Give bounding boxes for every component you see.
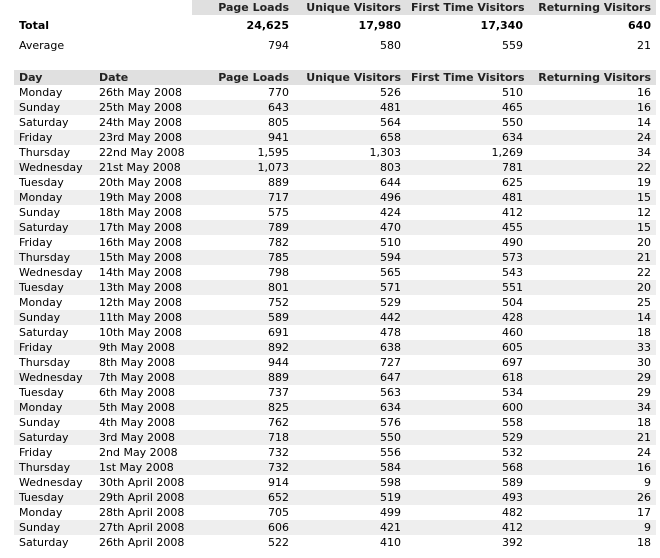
cell-returning-visitors: 29	[528, 370, 656, 385]
summary-table	[14, 0, 656, 55]
cell-returning-visitors: 22	[528, 265, 656, 280]
table-row	[14, 415, 656, 430]
cell-date: 2nd May 2008	[94, 445, 192, 460]
cell-day: Tuesday	[14, 280, 94, 295]
cell-date: 23rd May 2008	[94, 130, 192, 145]
cell-returning-visitors: 20	[528, 280, 656, 295]
cell-page-loads: 782	[192, 235, 294, 250]
cell-returning-visitors: 18	[528, 415, 656, 430]
cell-returning-visitors: 14	[528, 115, 656, 130]
table-row	[14, 190, 656, 205]
cell-unique-visitors: 499	[294, 505, 406, 520]
cell-returning-visitors: 34	[528, 145, 656, 160]
cell-day: Thursday	[14, 355, 94, 370]
cell-page-loads: 1,073	[192, 160, 294, 175]
cell-first-time-visitors: 455	[406, 220, 528, 235]
summary-header-returning-visitors: Returning Visitors	[528, 0, 656, 15]
cell-unique-visitors: 727	[294, 355, 406, 370]
cell-date: 17th May 2008	[94, 220, 192, 235]
cell-first-time-visitors: 600	[406, 400, 528, 415]
average-page-loads: 794	[268, 39, 289, 52]
cell-first-time-visitors: 573	[406, 250, 528, 265]
cell-returning-visitors: 16	[528, 85, 656, 100]
table-row	[14, 460, 656, 475]
cell-day: Friday	[14, 235, 94, 250]
cell-day: Sunday	[14, 100, 94, 115]
cell-day: Saturday	[14, 220, 94, 235]
cell-date: 5th May 2008	[94, 400, 192, 415]
cell-returning-visitors: 21	[528, 430, 656, 445]
summary-header-page-loads: Page Loads	[192, 0, 294, 15]
average-label: Average	[19, 39, 65, 52]
cell-first-time-visitors: 428	[406, 310, 528, 325]
cell-page-loads: 691	[192, 325, 294, 340]
cell-page-loads: 801	[192, 280, 294, 295]
cell-returning-visitors: 12	[528, 205, 656, 220]
cell-unique-visitors: 658	[294, 130, 406, 145]
cell-day: Monday	[14, 85, 94, 100]
cell-returning-visitors: 18	[528, 535, 656, 550]
cell-day: Wednesday	[14, 265, 94, 280]
table-row	[14, 295, 656, 310]
table-row	[14, 445, 656, 460]
cell-first-time-visitors: 568	[406, 460, 528, 475]
cell-page-loads: 643	[192, 100, 294, 115]
cell-page-loads: 798	[192, 265, 294, 280]
cell-first-time-visitors: 460	[406, 325, 528, 340]
cell-first-time-visitors: 504	[406, 295, 528, 310]
average-returning-visitors: 21	[637, 39, 651, 52]
cell-day: Friday	[14, 340, 94, 355]
cell-date: 27th April 2008	[94, 520, 192, 535]
cell-returning-visitors: 24	[528, 130, 656, 145]
header-first-time-visitors: First Time Visitors	[406, 70, 528, 85]
cell-page-loads: 1,595	[192, 145, 294, 160]
cell-date: 6th May 2008	[94, 385, 192, 400]
cell-first-time-visitors: 605	[406, 340, 528, 355]
cell-unique-visitors: 594	[294, 250, 406, 265]
table-row	[14, 205, 656, 220]
cell-unique-visitors: 634	[294, 400, 406, 415]
cell-unique-visitors: 576	[294, 415, 406, 430]
cell-date: 26th April 2008	[94, 535, 192, 550]
header-returning-visitors: Returning Visitors	[528, 70, 656, 85]
cell-date: 8th May 2008	[94, 355, 192, 370]
cell-date: 16th May 2008	[94, 235, 192, 250]
cell-returning-visitors: 16	[528, 460, 656, 475]
cell-date: 12th May 2008	[94, 295, 192, 310]
average-unique-visitors: 580	[380, 39, 401, 52]
total-returning-visitors: 640	[628, 19, 651, 32]
cell-day: Friday	[14, 130, 94, 145]
cell-returning-visitors: 20	[528, 235, 656, 250]
cell-returning-visitors: 30	[528, 355, 656, 370]
cell-page-loads: 914	[192, 475, 294, 490]
cell-returning-visitors: 24	[528, 445, 656, 460]
cell-returning-visitors: 15	[528, 220, 656, 235]
table-row	[14, 145, 656, 160]
cell-first-time-visitors: 529	[406, 430, 528, 445]
header-page-loads: Page Loads	[192, 70, 294, 85]
cell-page-loads: 889	[192, 175, 294, 190]
cell-returning-visitors: 29	[528, 385, 656, 400]
cell-unique-visitors: 519	[294, 490, 406, 505]
cell-date: 18th May 2008	[94, 205, 192, 220]
cell-page-loads: 575	[192, 205, 294, 220]
cell-unique-visitors: 803	[294, 160, 406, 175]
cell-day: Thursday	[14, 250, 94, 265]
cell-date: 20th May 2008	[94, 175, 192, 190]
total-unique-visitors: 17,980	[358, 19, 401, 32]
cell-unique-visitors: 510	[294, 235, 406, 250]
cell-day: Sunday	[14, 310, 94, 325]
cell-unique-visitors: 470	[294, 220, 406, 235]
cell-first-time-visitors: 412	[406, 205, 528, 220]
table-row	[14, 325, 656, 340]
total-first-time-visitors: 17,340	[480, 19, 523, 32]
table-row	[14, 160, 656, 175]
cell-day: Wednesday	[14, 160, 94, 175]
cell-returning-visitors: 25	[528, 295, 656, 310]
cell-returning-visitors: 15	[528, 190, 656, 205]
cell-first-time-visitors: 618	[406, 370, 528, 385]
table-row	[14, 235, 656, 250]
cell-returning-visitors: 16	[528, 100, 656, 115]
cell-date: 29th April 2008	[94, 490, 192, 505]
table-row	[14, 400, 656, 415]
cell-day: Tuesday	[14, 385, 94, 400]
cell-unique-visitors: 1,303	[294, 145, 406, 160]
table-row	[14, 175, 656, 190]
table-row	[14, 265, 656, 280]
cell-page-loads: 718	[192, 430, 294, 445]
cell-date: 21st May 2008	[94, 160, 192, 175]
table-row	[14, 340, 656, 355]
cell-date: 14th May 2008	[94, 265, 192, 280]
cell-day: Wednesday	[14, 370, 94, 385]
cell-page-loads: 737	[192, 385, 294, 400]
cell-day: Saturday	[14, 535, 94, 550]
cell-unique-visitors: 584	[294, 460, 406, 475]
cell-first-time-visitors: 589	[406, 475, 528, 490]
summary-header-first-time-visitors: First Time Visitors	[406, 0, 528, 15]
cell-page-loads: 762	[192, 415, 294, 430]
cell-day: Tuesday	[14, 175, 94, 190]
cell-unique-visitors: 526	[294, 85, 406, 100]
cell-first-time-visitors: 558	[406, 415, 528, 430]
cell-returning-visitors: 9	[528, 520, 656, 535]
cell-unique-visitors: 481	[294, 100, 406, 115]
cell-first-time-visitors: 625	[406, 175, 528, 190]
cell-returning-visitors: 18	[528, 325, 656, 340]
cell-page-loads: 732	[192, 445, 294, 460]
cell-returning-visitors: 34	[528, 400, 656, 415]
cell-page-loads: 717	[192, 190, 294, 205]
cell-date: 9th May 2008	[94, 340, 192, 355]
cell-first-time-visitors: 493	[406, 490, 528, 505]
cell-first-time-visitors: 465	[406, 100, 528, 115]
daily-stats-table	[14, 70, 656, 550]
cell-date: 10th May 2008	[94, 325, 192, 340]
cell-date: 25th May 2008	[94, 100, 192, 115]
cell-day: Tuesday	[14, 490, 94, 505]
cell-first-time-visitors: 697	[406, 355, 528, 370]
cell-day: Monday	[14, 295, 94, 310]
cell-date: 28th April 2008	[94, 505, 192, 520]
cell-date: 1st May 2008	[94, 460, 192, 475]
summary-header-blank	[14, 0, 94, 15]
cell-day: Thursday	[14, 460, 94, 475]
cell-unique-visitors: 563	[294, 385, 406, 400]
cell-unique-visitors: 598	[294, 475, 406, 490]
cell-unique-visitors: 565	[294, 265, 406, 280]
cell-first-time-visitors: 550	[406, 115, 528, 130]
cell-first-time-visitors: 412	[406, 520, 528, 535]
total-label: Total	[19, 19, 50, 32]
cell-day: Monday	[14, 505, 94, 520]
table-row	[14, 490, 656, 505]
summary-header-blank	[94, 0, 192, 15]
cell-page-loads: 732	[192, 460, 294, 475]
cell-first-time-visitors: 532	[406, 445, 528, 460]
cell-first-time-visitors: 534	[406, 385, 528, 400]
cell-day: Thursday	[14, 145, 94, 160]
cell-day: Friday	[14, 445, 94, 460]
table-row	[14, 520, 656, 535]
table-row	[14, 430, 656, 445]
cell-date: 3rd May 2008	[94, 430, 192, 445]
cell-page-loads: 752	[192, 295, 294, 310]
cell-unique-visitors: 638	[294, 340, 406, 355]
cell-returning-visitors: 19	[528, 175, 656, 190]
cell-returning-visitors: 14	[528, 310, 656, 325]
summary-header-unique-visitors: Unique Visitors	[294, 0, 406, 15]
cell-first-time-visitors: 634	[406, 130, 528, 145]
header-day: Day	[14, 70, 94, 85]
cell-date: 13th May 2008	[94, 280, 192, 295]
table-row	[14, 355, 656, 370]
header-date: Date	[94, 70, 192, 85]
cell-page-loads: 789	[192, 220, 294, 235]
cell-unique-visitors: 529	[294, 295, 406, 310]
table-row	[14, 250, 656, 265]
cell-unique-visitors: 571	[294, 280, 406, 295]
average-first-time-visitors: 559	[502, 39, 523, 52]
cell-page-loads: 589	[192, 310, 294, 325]
cell-unique-visitors: 550	[294, 430, 406, 445]
cell-unique-visitors: 647	[294, 370, 406, 385]
cell-day: Monday	[14, 190, 94, 205]
cell-day: Wednesday	[14, 475, 94, 490]
cell-unique-visitors: 556	[294, 445, 406, 460]
cell-returning-visitors: 17	[528, 505, 656, 520]
cell-page-loads: 770	[192, 85, 294, 100]
cell-page-loads: 652	[192, 490, 294, 505]
cell-date: 26th May 2008	[94, 85, 192, 100]
cell-page-loads: 941	[192, 130, 294, 145]
cell-first-time-visitors: 1,269	[406, 145, 528, 160]
cell-first-time-visitors: 482	[406, 505, 528, 520]
cell-day: Sunday	[14, 415, 94, 430]
total-page-loads: 24,625	[246, 19, 289, 32]
cell-returning-visitors: 9	[528, 475, 656, 490]
cell-first-time-visitors: 781	[406, 160, 528, 175]
cell-date: 7th May 2008	[94, 370, 192, 385]
cell-first-time-visitors: 543	[406, 265, 528, 280]
cell-unique-visitors: 442	[294, 310, 406, 325]
cell-unique-visitors: 644	[294, 175, 406, 190]
cell-day: Sunday	[14, 520, 94, 535]
table-row	[14, 310, 656, 325]
table-row	[14, 130, 656, 145]
cell-unique-visitors: 478	[294, 325, 406, 340]
table-row	[14, 475, 656, 490]
cell-returning-visitors: 22	[528, 160, 656, 175]
cell-unique-visitors: 564	[294, 115, 406, 130]
average-date-blank	[94, 37, 192, 55]
cell-page-loads: 785	[192, 250, 294, 265]
table-row	[14, 505, 656, 520]
cell-page-loads: 522	[192, 535, 294, 550]
cell-day: Saturday	[14, 430, 94, 445]
cell-first-time-visitors: 392	[406, 535, 528, 550]
cell-day: Saturday	[14, 325, 94, 340]
cell-day: Monday	[14, 400, 94, 415]
cell-first-time-visitors: 510	[406, 85, 528, 100]
cell-day: Sunday	[14, 205, 94, 220]
table-row	[14, 220, 656, 235]
total-row	[14, 15, 656, 37]
table-row	[14, 280, 656, 295]
cell-returning-visitors: 21	[528, 250, 656, 265]
cell-date: 24th May 2008	[94, 115, 192, 130]
cell-date: 11th May 2008	[94, 310, 192, 325]
daily-rows	[14, 85, 656, 550]
average-row	[14, 37, 656, 55]
cell-first-time-visitors: 481	[406, 190, 528, 205]
total-date-blank	[94, 15, 192, 37]
table-row	[14, 535, 656, 550]
cell-returning-visitors: 33	[528, 340, 656, 355]
header-unique-visitors: Unique Visitors	[294, 70, 406, 85]
table-row	[14, 85, 656, 100]
daily-header-row	[14, 70, 656, 85]
cell-page-loads: 944	[192, 355, 294, 370]
cell-unique-visitors: 421	[294, 520, 406, 535]
cell-unique-visitors: 410	[294, 535, 406, 550]
cell-page-loads: 889	[192, 370, 294, 385]
cell-date: 15th May 2008	[94, 250, 192, 265]
cell-first-time-visitors: 551	[406, 280, 528, 295]
cell-page-loads: 606	[192, 520, 294, 535]
cell-page-loads: 805	[192, 115, 294, 130]
cell-page-loads: 825	[192, 400, 294, 415]
table-row	[14, 100, 656, 115]
cell-day: Saturday	[14, 115, 94, 130]
table-row	[14, 115, 656, 130]
summary-header-row	[14, 0, 656, 15]
cell-page-loads: 705	[192, 505, 294, 520]
cell-date: 22nd May 2008	[94, 145, 192, 160]
cell-returning-visitors: 26	[528, 490, 656, 505]
table-row	[14, 370, 656, 385]
cell-unique-visitors: 424	[294, 205, 406, 220]
table-row	[14, 385, 656, 400]
cell-date: 4th May 2008	[94, 415, 192, 430]
cell-date: 30th April 2008	[94, 475, 192, 490]
cell-page-loads: 892	[192, 340, 294, 355]
cell-unique-visitors: 496	[294, 190, 406, 205]
cell-date: 19th May 2008	[94, 190, 192, 205]
cell-first-time-visitors: 490	[406, 235, 528, 250]
